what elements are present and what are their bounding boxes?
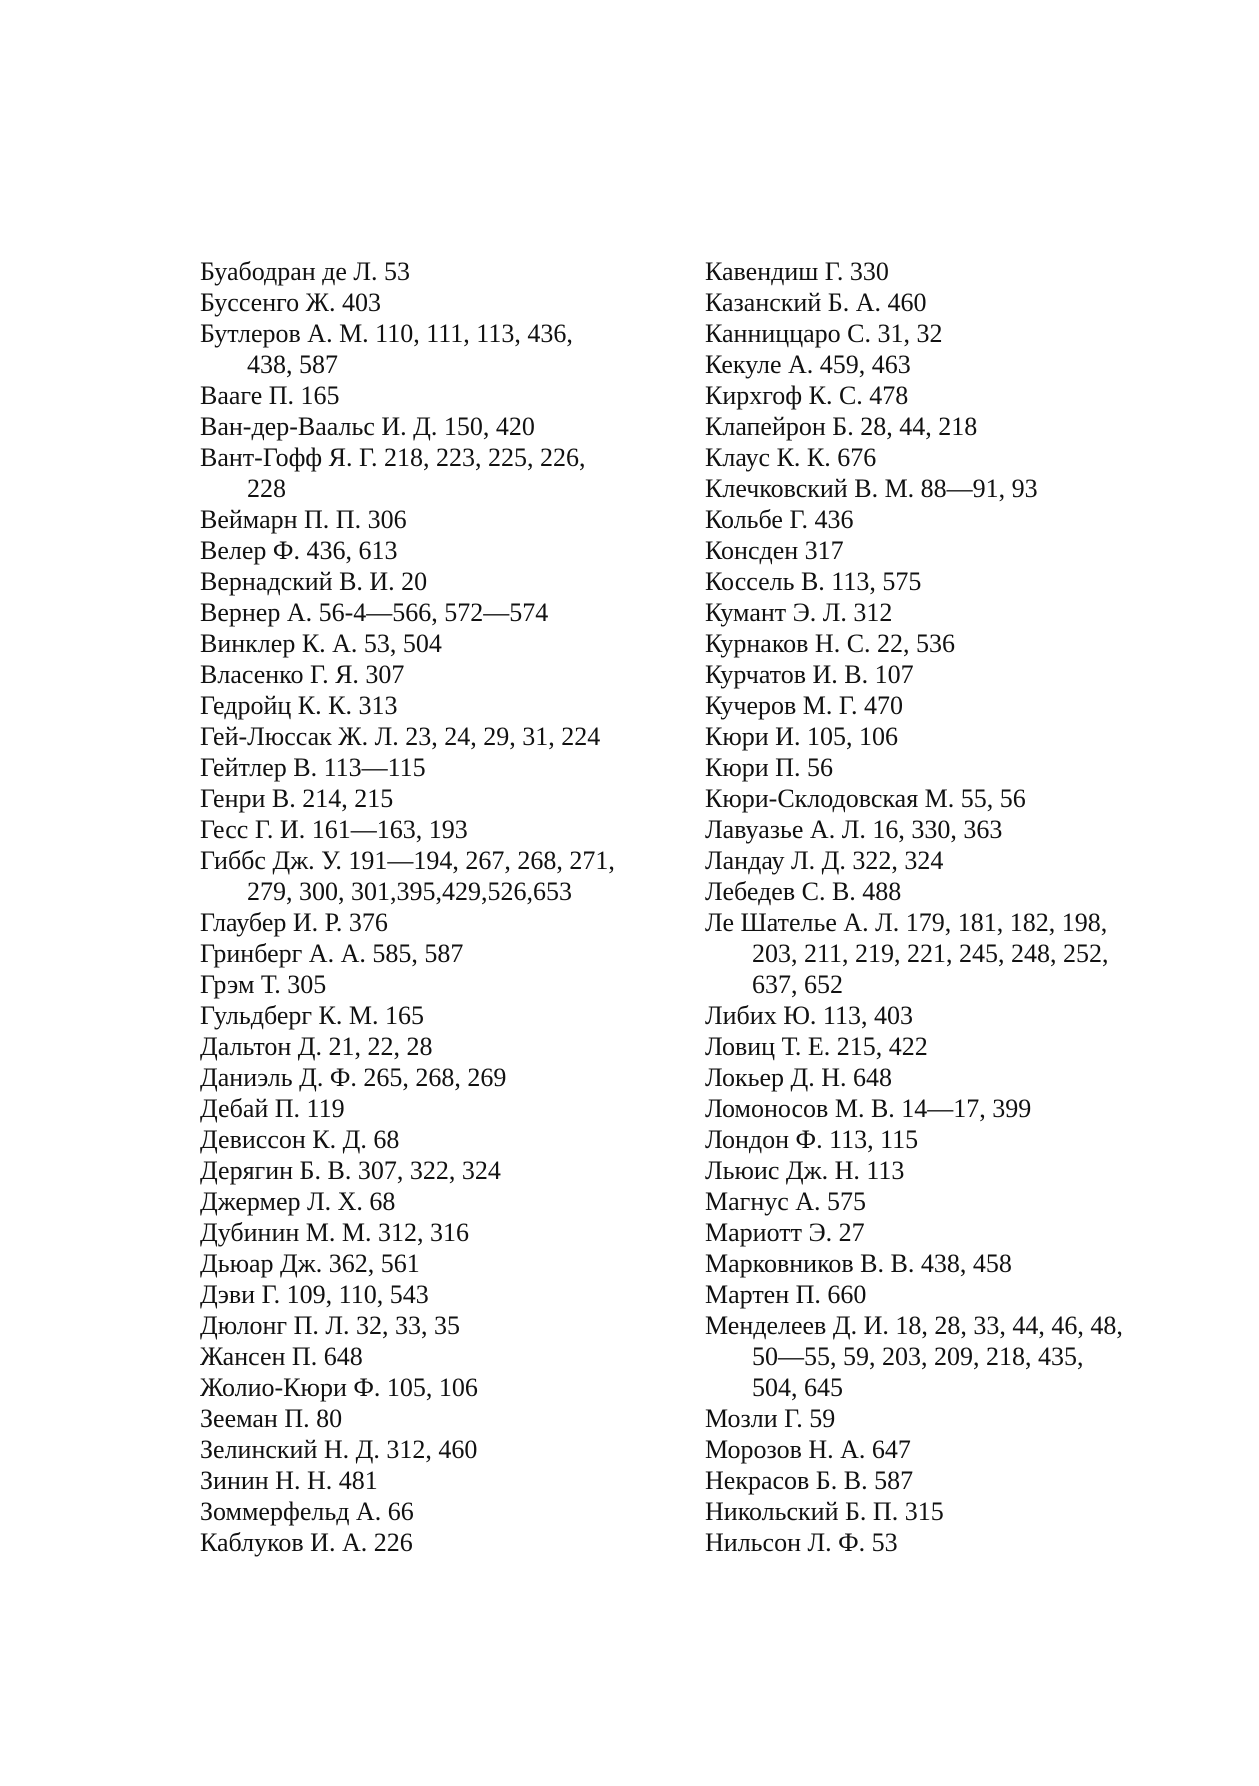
index-entry-text: Вант-Гофф Я. Г. 218, 223, 225, 226,: [200, 443, 586, 472]
index-entry-text: Менделеев Д. И. 18, 28, 33, 44, 46, 48,: [705, 1311, 1123, 1340]
index-entry: [200, 1279, 670, 1310]
index-entry: [200, 1248, 670, 1279]
index-entry-text: Гульдберг К. М. 165: [200, 1001, 425, 1030]
index-entry: [705, 287, 1175, 318]
index-entry-text: Кюри И. 105, 106: [705, 722, 898, 751]
index-entry-text: Буабодран де Л. 53: [200, 257, 411, 286]
index-entry: [705, 256, 1175, 287]
index-entry-text: Жолио-Кюри Ф. 105, 106: [200, 1373, 478, 1402]
index-entry-text: Вернадский В. И. 20: [200, 567, 428, 596]
index-entry: [200, 690, 670, 721]
index-entry-text: Дубинин М. М. 312, 316: [200, 1218, 470, 1247]
index-entry: [200, 1434, 670, 1465]
index-entry-text: Вернер А. 56-4—566, 572—574: [200, 598, 549, 627]
index-entry-text: Власенко Г. Я. 307: [200, 660, 405, 689]
index-entry-text: Кучеров М. Г. 470: [705, 691, 903, 720]
index-entry-text: Лебедев С. В. 488: [705, 877, 902, 906]
index-entry-text: Глаубер И. Р. 376: [200, 908, 388, 937]
index-entry-text: Кирхгоф К. С. 478: [705, 381, 909, 410]
index-entry: [705, 318, 1175, 349]
index-entry: [200, 659, 670, 690]
index-entry-text: Клаус К. К. 676: [705, 443, 877, 472]
index-entry: [705, 721, 1175, 752]
index-entry: [200, 1093, 670, 1124]
index-entry-text: Канниццаро С. 31, 32: [705, 319, 943, 348]
index-entry-text: Курчатов И. В. 107: [705, 660, 914, 689]
index-entry-continuation: 203, 211, 219, 221, 245, 248, 252,: [752, 939, 1109, 968]
index-entry-continuation: 228: [247, 474, 286, 503]
index-entry: [200, 1403, 670, 1434]
index-entry-text: Льюис Дж. Н. 113: [705, 1156, 905, 1185]
index-entry-text: Курнаков Н. С. 22, 536: [705, 629, 956, 658]
index-entry-text: Марковников В. В. 438, 458: [705, 1249, 1012, 1278]
index-entry-text: Морозов Н. А. 647: [705, 1435, 911, 1464]
index-entry: [705, 1186, 1175, 1217]
index-entry: [200, 1217, 670, 1248]
index-entry: [705, 597, 1175, 628]
index-entry: [705, 349, 1175, 380]
index-entry: [200, 1124, 670, 1155]
index-entry: [200, 845, 670, 907]
index-entry-text: Консден 317: [705, 536, 844, 565]
index-entry: [200, 597, 670, 628]
index-entry: [200, 1062, 670, 1093]
index-entry-text: Мартен П. 660: [705, 1280, 867, 1309]
index-entry: [200, 1527, 670, 1558]
index-entry-text: Дальтон Д. 21, 22, 28: [200, 1032, 433, 1061]
index-entry: [705, 1527, 1175, 1558]
index-entry-text: Коссель В. 113, 575: [705, 567, 922, 596]
index-entry-text: Жансен П. 648: [200, 1342, 363, 1371]
index-entry-text: Магнус А. 575: [705, 1187, 867, 1216]
index-entry: [705, 1217, 1175, 1248]
index-entry-text: Клапейрон Б. 28, 44, 218: [705, 412, 978, 441]
index-entry-text: Кольбе Г. 436: [705, 505, 854, 534]
index-entry-text: Буссенго Ж. 403: [200, 288, 381, 317]
index-entry: [200, 535, 670, 566]
index-entry-text: Мариотт Э. 27: [705, 1218, 865, 1247]
index-entry-text: Дебай П. 119: [200, 1094, 345, 1123]
index-entry: [705, 659, 1175, 690]
index-entry: [200, 504, 670, 535]
index-entry-text: Зелинский Н. Д. 312, 460: [200, 1435, 478, 1464]
index-entry-text: Велер Ф. 436, 613: [200, 536, 398, 565]
index-entry: [705, 1403, 1175, 1434]
index-entry-text: Мозли Г. 59: [705, 1404, 836, 1433]
index-entry-text: Джермер Л. X. 68: [200, 1187, 396, 1216]
index-entry-text: Ландау Л. Д. 322, 324: [705, 846, 944, 875]
index-entry-text: Зинин Н. Н. 481: [200, 1466, 378, 1495]
index-entry: [200, 256, 670, 287]
index-entry-text: Генри В. 214, 215: [200, 784, 394, 813]
index-entry: [705, 1124, 1175, 1155]
index-entry-text: Гейтлер В. 113—115: [200, 753, 426, 782]
index-entry-continuation: 279, 300, 301,395,429,526,653: [247, 877, 572, 906]
index-entry: [200, 1186, 670, 1217]
index-entry-text: Казанский Б. А. 460: [705, 288, 927, 317]
index-entry: [705, 535, 1175, 566]
index-entry: [200, 318, 670, 380]
index-entry-text: Кекуле А. 459, 463: [705, 350, 911, 379]
index-entry-text: Некрасов Б. В. 587: [705, 1466, 914, 1495]
index-entry: [705, 411, 1175, 442]
index-entry: [705, 1062, 1175, 1093]
index-entry-text: Никольский Б. П. 315: [705, 1497, 944, 1526]
index-entry-text: Гесс Г. И. 161—163, 193: [200, 815, 468, 844]
index-entry-text: Винклер К. А. 53, 504: [200, 629, 442, 658]
index-column-right: [705, 256, 1175, 1558]
index-entry: [200, 1155, 670, 1186]
index-entry: [705, 473, 1175, 504]
index-entry: [200, 411, 670, 442]
index-entry-text: Каблуков И. А. 226: [200, 1528, 413, 1557]
index-entry-continuation: 504, 645: [752, 1373, 843, 1402]
index-entry-text: Веймарн П. П. 306: [200, 505, 407, 534]
index-entry: [200, 442, 670, 504]
index-entry: [200, 1310, 670, 1341]
index-entry: [705, 1031, 1175, 1062]
index-entry: [705, 566, 1175, 597]
index-entry-text: Даниэль Д. Ф. 265, 268, 269: [200, 1063, 507, 1092]
index-entry-text: Клечковский В. М. 88—91, 93: [705, 474, 1038, 503]
index-entry-text: Гей-Люссак Ж. Л. 23, 24, 29, 31, 224: [200, 722, 601, 751]
index-entry: [705, 504, 1175, 535]
index-entry: [705, 1496, 1175, 1527]
index-entry: [705, 628, 1175, 659]
index-entry-text: Бутлеров А. М. 110, 111, 113, 436,: [200, 319, 573, 348]
index-entry-text: Грэм Т. 305: [200, 970, 327, 999]
index-entry-text: Гиббс Дж. У. 191—194, 267, 268, 271,: [200, 846, 615, 875]
index-entry: [200, 938, 670, 969]
index-entry-text: Локьер Д. Н. 648: [705, 1063, 893, 1092]
index-entry-text: Дьюар Дж. 362, 561: [200, 1249, 420, 1278]
index-entry: [705, 845, 1175, 876]
index-entry-text: Дерягин Б. В. 307, 322, 324: [200, 1156, 501, 1185]
index-entry: [705, 876, 1175, 907]
index-entry-text: Дюлонг П. Л. 32, 33, 35: [200, 1311, 460, 1340]
index-entry: [200, 380, 670, 411]
index-entry-text: Ван-дер-Ваальс И. Д. 150, 420: [200, 412, 535, 441]
index-entry-text: Кумант Э. Л. 312: [705, 598, 893, 627]
index-entry: [200, 566, 670, 597]
index-entry-text: Кавендиш Г. 330: [705, 257, 889, 286]
index-entry: [200, 814, 670, 845]
index-entry: [705, 1434, 1175, 1465]
index-entry-text: Ле Шателье А. Л. 179, 181, 182, 198,: [705, 908, 1108, 937]
index-entry: [200, 783, 670, 814]
index-entry: [705, 1248, 1175, 1279]
index-entry: [200, 721, 670, 752]
index-column-left: [200, 256, 670, 1558]
index-entry-text: Лавуазье А. Л. 16, 330, 363: [705, 815, 1003, 844]
index-entry: [705, 442, 1175, 473]
index-entry: [705, 907, 1175, 1000]
index-entry-text: Либих Ю. 113, 403: [705, 1001, 913, 1030]
index-entry: [705, 380, 1175, 411]
index-entry-continuation: 637, 652: [752, 970, 843, 999]
index-entry-text: Гедройц К. К. 313: [200, 691, 398, 720]
index-entry-text: Вааге П. 165: [200, 381, 340, 410]
index-entry: [705, 752, 1175, 783]
index-entry-continuation: 50—55, 59, 203, 209, 218, 435,: [752, 1342, 1084, 1371]
index-entry: [200, 907, 670, 938]
index-entry: [200, 1341, 670, 1372]
index-entry: [200, 752, 670, 783]
index-entry-text: Зееман П. 80: [200, 1404, 343, 1433]
index-entry: [705, 1465, 1175, 1496]
index-entry-text: Дэви Г. 109, 110, 543: [200, 1280, 429, 1309]
index-entry: [200, 1031, 670, 1062]
index-entry: [705, 783, 1175, 814]
index-entry: [200, 287, 670, 318]
index-entry-text: Девиссон К. Д. 68: [200, 1125, 400, 1154]
index-entry: [705, 1155, 1175, 1186]
index-entry-text: Зоммерфельд А. 66: [200, 1497, 414, 1526]
index-entry: [200, 1496, 670, 1527]
index-entry: [705, 1279, 1175, 1310]
index-entry-continuation: 438, 587: [247, 350, 338, 379]
index-entry-text: Нильсон Л. Ф. 53: [705, 1528, 898, 1557]
index-entry-text: Гринберг А. А. 585, 587: [200, 939, 464, 968]
index-entry-text: Лондон Ф. 113, 115: [705, 1125, 919, 1154]
index-entry: [200, 1465, 670, 1496]
index-entry: [705, 690, 1175, 721]
index-entry: [705, 1093, 1175, 1124]
index-entry: [705, 1310, 1175, 1403]
index-entry: [705, 814, 1175, 845]
index-entry: [705, 1000, 1175, 1031]
index-entry-text: Ловиц Т. Е. 215, 422: [705, 1032, 928, 1061]
index-entry-text: Ломоносов М. В. 14—17, 399: [705, 1094, 1032, 1123]
index-entry-text: Кюри П. 56: [705, 753, 833, 782]
index-entry: [200, 1372, 670, 1403]
index-entry-text: Кюри-Склодовская М. 55, 56: [705, 784, 1026, 813]
index-entry: [200, 628, 670, 659]
index-entry: [200, 1000, 670, 1031]
index-entry: [200, 969, 670, 1000]
